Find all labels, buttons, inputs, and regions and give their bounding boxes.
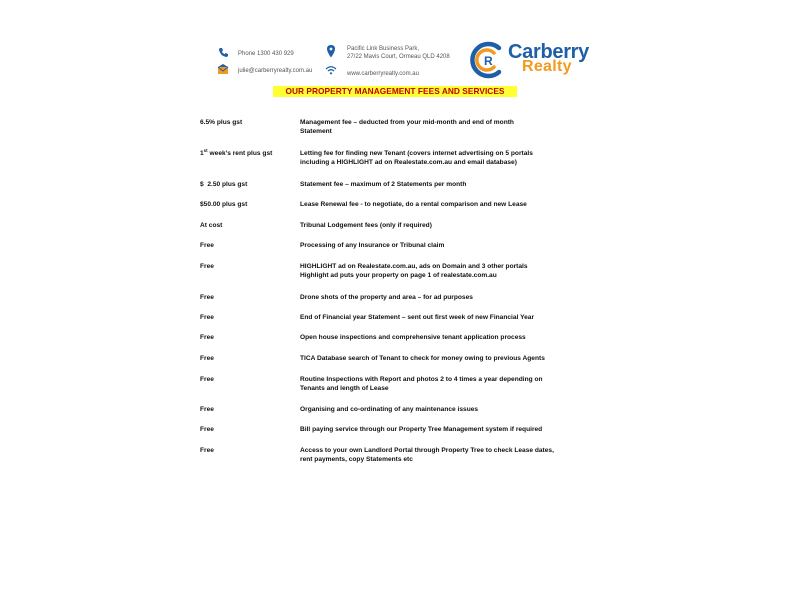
address-line1: Pacific Link Business Park, bbox=[347, 46, 420, 52]
fee-description-line: Lease Renewal fee - to negotiate, do a rental comparison and new Lease bbox=[300, 201, 527, 208]
fee-amount: Free bbox=[200, 426, 214, 433]
fee-description-line: End of Financial year Statement – sent out first week of new Financial Year bbox=[300, 314, 535, 321]
fee-description-line: Tribunal Lodgement fees (only if required) bbox=[300, 222, 432, 229]
email-text: julie@carberryrealty.com.au bbox=[238, 68, 313, 74]
fee-description-line: Open house inspections and comprehensive tenant application process bbox=[300, 334, 526, 341]
fee-amount: Free bbox=[200, 242, 214, 249]
fee-amount-number: 1 bbox=[200, 150, 204, 157]
fee-description-line: Routine Inspections with Report and photos 2 to 4 times a year depending on bbox=[300, 376, 543, 383]
fee-description-line: Statement bbox=[300, 128, 332, 135]
fee-amount: Free bbox=[200, 376, 214, 383]
fee-description-line: Bill paying service through our Property Tree Management system if required bbox=[300, 426, 543, 433]
fee-amount-rest: week’s rent plus gst bbox=[207, 150, 273, 157]
fee-description-line: Processing of any Insurance or Tribunal claim bbox=[300, 242, 445, 249]
logo-wordmark-line2: Realty bbox=[522, 58, 572, 75]
fee-description-line: Organising and co-ordinating of any maintenance issues bbox=[300, 406, 479, 413]
fee-amount: Free bbox=[200, 314, 214, 321]
address-line2: 27/22 Mavis Court, Ormeau QLD 4208 bbox=[347, 54, 450, 60]
page-title: OUR PROPERTY MANAGEMENT FEES AND SERVICES bbox=[285, 86, 505, 96]
fee-amount: Free bbox=[200, 406, 214, 413]
fee-description-line: including a HIGHLIGHT ad on Realestate.com.au and email database) bbox=[300, 159, 517, 166]
fee-description-line: Access to your own Landlord Portal through Property Tree to check Lease dates, bbox=[300, 447, 554, 454]
fee-amount: Free bbox=[200, 263, 214, 270]
fee-description-line: HIGHLIGHT ad on Realestate.com.au, ads on Domain and 3 other portals bbox=[300, 263, 528, 270]
website-text: www.carberryrealty.com.au bbox=[347, 71, 419, 77]
fee-description-line: Letting fee for finding new Tenant (covers internet advertising on 5 portals bbox=[300, 150, 533, 157]
logo-wordmark-line1: Carberry bbox=[508, 41, 589, 63]
fee-description-line: Management fee – deducted from your mid-month and end of month bbox=[300, 119, 514, 126]
fee-amount: Free bbox=[200, 294, 214, 301]
fee-amount: $50.00 plus gst bbox=[200, 201, 248, 208]
fee-amount-ordinal: st bbox=[203, 148, 208, 153]
fee-description-line: Highlight ad puts your property on page 1 of realestate.com.au bbox=[300, 272, 497, 279]
fee-description-line: Drone shots of the property and area – for ad purposes bbox=[300, 294, 473, 301]
fee-description-line: Statement fee – maximum of 2 Statements per month bbox=[300, 181, 467, 188]
fee-amount: Free bbox=[200, 447, 214, 454]
svg-text:R: R bbox=[484, 54, 493, 68]
fee-amount: At cost bbox=[200, 222, 223, 229]
fee-amount: Free bbox=[200, 355, 214, 362]
fee-amount bbox=[200, 149, 272, 158]
fee-amount: $ 2.50 plus gst bbox=[200, 181, 248, 188]
fee-description-line: TICA Database search of Tenant to check for money owing to previous Agents bbox=[300, 355, 545, 362]
fee-description-line: rent payments, copy Statements etc bbox=[300, 456, 413, 463]
fee-description-line: Tenants and length of Lease bbox=[300, 385, 389, 392]
fee-amount: 6.5% plus gst bbox=[200, 119, 243, 126]
fee-amount: Free bbox=[200, 334, 214, 341]
phone-text: Phone 1300 430 929 bbox=[238, 51, 294, 57]
